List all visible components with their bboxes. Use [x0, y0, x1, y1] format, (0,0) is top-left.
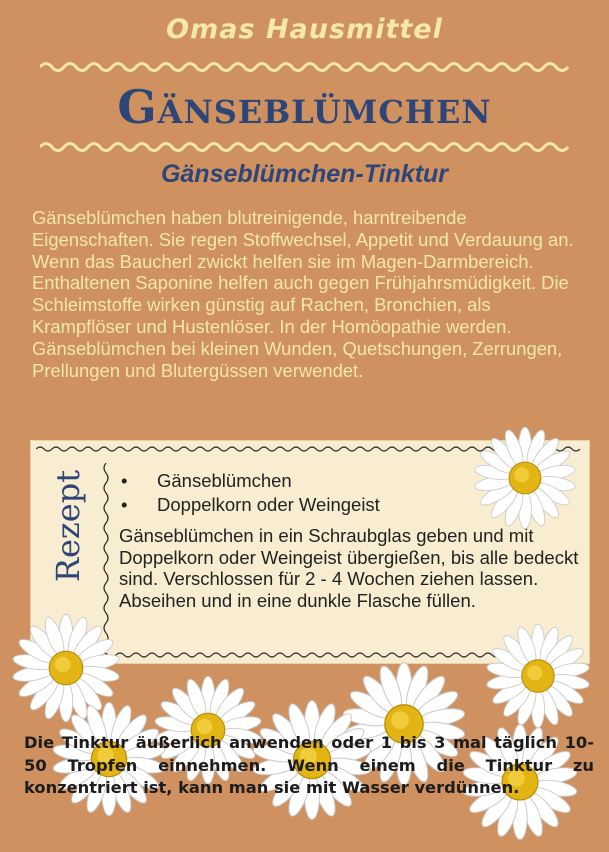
page-title: Gänseblümchen: [117, 80, 492, 134]
ingredient-label: Doppelkorn oder Weingeist: [157, 494, 380, 515]
series-title: Omas Hausmittel: [166, 14, 443, 45]
bullet-dot: •: [121, 470, 128, 491]
recipe-label: Rezept: [49, 469, 87, 583]
daisy-icon: [472, 425, 578, 531]
daisy-icon: [484, 622, 592, 730]
wavy-rule-top: [40, 60, 570, 74]
bullet-dot: •: [121, 494, 128, 515]
instructions-step-1: Gänseblümchen in ein Schraubglas geben und mit Doppelkorn oder Weingeist übergießen, bis alle bedeckt sind. Verschlossen für 2 - 4 Wochen ziehen lassen.: [119, 525, 579, 589]
subtitle: Gänseblümchen-Tinktur: [160, 160, 449, 188]
wavy-rule-bottom: [40, 140, 570, 154]
instructions-step-2: Abseihen und in eine dunkle Flasche füllen.: [119, 589, 476, 611]
intro-text: Gänseblümchen haben blutreinigende, harntreibende Eigenschaften. Sie regen Stoffwechsel, Appetit und Verdauung an. Wenn das Baucherl zwickt helfen sie im Magen-Darmbereich. Enthaltenen Saponine helfen auch gegen Frühjahrsmüdigkeit. Die Schleimstoffe wirken günstig auf Rachen, Bronchien, als Krampflöser und Hustenlöser. In der Homöopathie werden. Gänseblümchen bei kleinen Wunden, Quetschungen, Zerrungen, Prellungen und Blutergüssen verwendet.: [32, 207, 574, 381]
usage-note: Die Tinktur äußerlich anwenden oder 1 bis 3 mal täglich 10-50 Tropfen einnehmen. Wenn einem die Tinktur zu konzentriert ist, kann man sie mit Wasser verdünnen.: [24, 733, 594, 797]
ingredient-label: Gänseblümchen: [157, 470, 292, 491]
instructions: [119, 525, 579, 611]
list-item: [119, 469, 380, 493]
list-item: [119, 493, 380, 517]
ingredient-list: [119, 469, 380, 517]
